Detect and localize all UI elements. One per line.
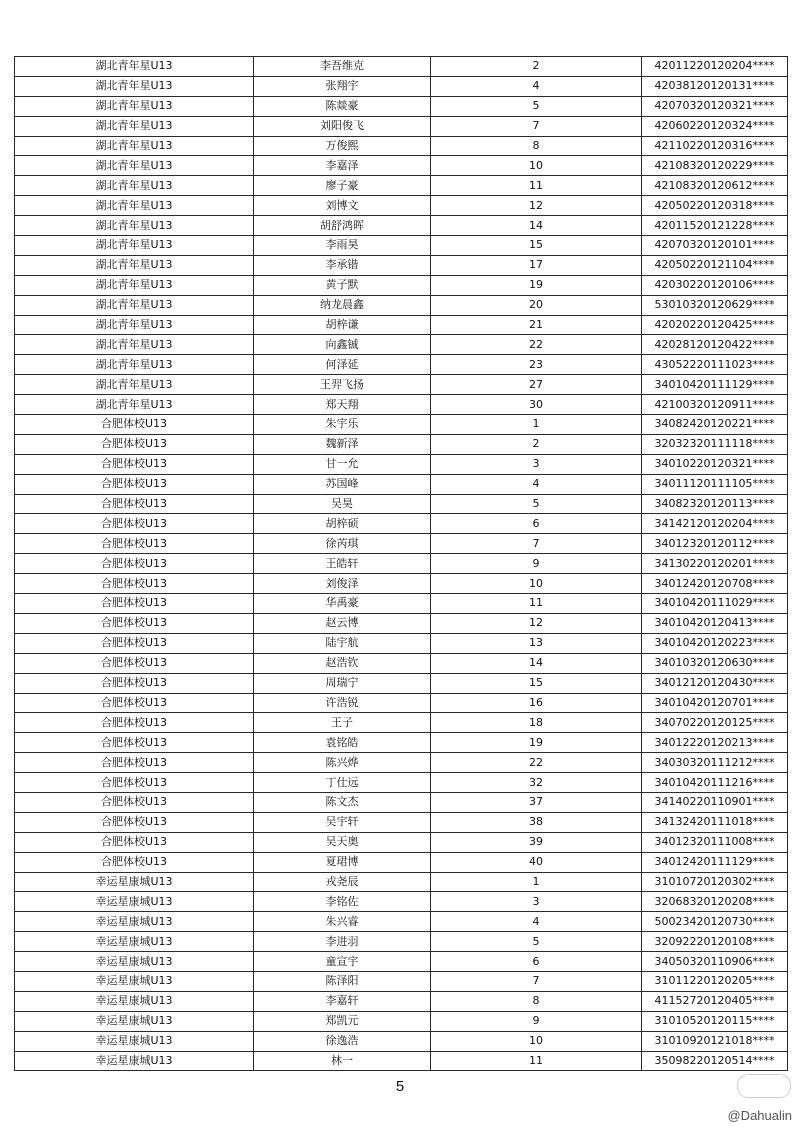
player-name-cell: 李承锴 (254, 255, 431, 275)
jersey-number-cell: 4 (431, 912, 642, 932)
team-cell: 湖北青年星U13 (15, 96, 254, 116)
player-name-cell: 王子 (254, 713, 431, 733)
table-row (15, 255, 788, 275)
jersey-number-cell: 30 (431, 395, 642, 415)
watermark-handle: @Dahualin (727, 1108, 792, 1123)
team-cell: 合肥体校U13 (15, 773, 254, 793)
id-number-cell: 42050220121104**** (642, 255, 788, 275)
team-cell: 湖北青年星U13 (15, 176, 254, 196)
table-row (15, 653, 788, 673)
team-cell: 合肥体校U13 (15, 693, 254, 713)
jersey-number-cell: 5 (431, 96, 642, 116)
table-row (15, 434, 788, 454)
table-row (15, 275, 788, 295)
jersey-number-cell: 27 (431, 375, 642, 395)
table-row (15, 116, 788, 136)
id-number-cell: 34082420120221**** (642, 415, 788, 435)
jersey-number-cell: 19 (431, 275, 642, 295)
table-row (15, 156, 788, 176)
table-row (15, 733, 788, 753)
jersey-number-cell: 7 (431, 116, 642, 136)
table-row (15, 971, 788, 991)
team-cell: 合肥体校U13 (15, 494, 254, 514)
table-row (15, 295, 788, 315)
player-name-cell: 徐芮琪 (254, 534, 431, 554)
table-row (15, 832, 788, 852)
jersey-number-cell: 9 (431, 1011, 642, 1031)
id-number-cell: 34010220120321**** (642, 454, 788, 474)
table-row (15, 932, 788, 952)
id-number-cell: 42020220120425**** (642, 315, 788, 335)
table-row (15, 852, 788, 872)
jersey-number-cell: 1 (431, 415, 642, 435)
id-number-cell: 34012320120112**** (642, 534, 788, 554)
team-cell: 湖北青年星U13 (15, 335, 254, 355)
jersey-number-cell: 10 (431, 574, 642, 594)
jersey-number-cell: 6 (431, 952, 642, 972)
jersey-number-cell: 40 (431, 852, 642, 872)
player-name-cell: 胡梓谦 (254, 315, 431, 335)
table-row (15, 574, 788, 594)
table-row (15, 474, 788, 494)
player-name-cell: 周瑞宁 (254, 673, 431, 693)
jersey-number-cell: 17 (431, 255, 642, 275)
jersey-number-cell: 9 (431, 554, 642, 574)
team-cell: 幸运星康城U13 (15, 991, 254, 1011)
jersey-number-cell: 3 (431, 892, 642, 912)
id-number-cell: 34132420111018**** (642, 812, 788, 832)
jersey-number-cell: 13 (431, 633, 642, 653)
table-row (15, 952, 788, 972)
jersey-number-cell: 8 (431, 136, 642, 156)
team-cell: 合肥体校U13 (15, 713, 254, 733)
table-row (15, 812, 788, 832)
id-number-cell: 34012420111129**** (642, 852, 788, 872)
table-row (15, 1011, 788, 1031)
table-row (15, 96, 788, 116)
team-cell: 幸运星康城U13 (15, 1031, 254, 1051)
team-cell: 合肥体校U13 (15, 415, 254, 435)
player-name-cell: 廖子豪 (254, 176, 431, 196)
table-row (15, 673, 788, 693)
weibo-watermark-logo (737, 1074, 791, 1098)
table-row (15, 415, 788, 435)
jersey-number-cell: 14 (431, 653, 642, 673)
table-row (15, 912, 788, 932)
id-number-cell: 35098220120514**** (642, 1051, 788, 1071)
team-cell: 湖北青年星U13 (15, 295, 254, 315)
id-number-cell: 31011220120205**** (642, 971, 788, 991)
id-number-cell: 42030220120106**** (642, 275, 788, 295)
team-cell: 湖北青年星U13 (15, 355, 254, 375)
table-row (15, 176, 788, 196)
jersey-number-cell: 11 (431, 176, 642, 196)
team-cell: 合肥体校U13 (15, 454, 254, 474)
player-name-cell: 王皓轩 (254, 554, 431, 574)
id-number-cell: 34010420120413**** (642, 613, 788, 633)
id-number-cell: 42038120120131**** (642, 76, 788, 96)
player-name-cell: 魏新泽 (254, 434, 431, 454)
player-name-cell: 刘阳俊飞 (254, 116, 431, 136)
table-row (15, 335, 788, 355)
player-name-cell: 丁仕远 (254, 773, 431, 793)
table-row (15, 494, 788, 514)
player-name-cell: 胡梓硕 (254, 514, 431, 534)
player-name-cell: 郑凯元 (254, 1011, 431, 1031)
player-name-cell: 许浩锐 (254, 693, 431, 713)
team-cell: 合肥体校U13 (15, 534, 254, 554)
jersey-number-cell: 22 (431, 753, 642, 773)
player-name-cell: 林一 (254, 1051, 431, 1071)
id-number-cell: 42110220120316**** (642, 136, 788, 156)
jersey-number-cell: 12 (431, 196, 642, 216)
page-number: 5 (395, 1078, 405, 1095)
player-name-cell: 袁铭皓 (254, 733, 431, 753)
id-number-cell: 42050220120318**** (642, 196, 788, 216)
id-number-cell: 42108320120612**** (642, 176, 788, 196)
player-name-cell: 夏珺博 (254, 852, 431, 872)
jersey-number-cell: 15 (431, 236, 642, 256)
id-number-cell: 43052220111023**** (642, 355, 788, 375)
table-row (15, 236, 788, 256)
jersey-number-cell: 2 (431, 57, 642, 77)
jersey-number-cell: 32 (431, 773, 642, 793)
id-number-cell: 34050320110906**** (642, 952, 788, 972)
player-name-cell: 李吾维克 (254, 57, 431, 77)
player-name-cell: 纳龙晨鑫 (254, 295, 431, 315)
player-name-cell: 苏国峰 (254, 474, 431, 494)
jersey-number-cell: 20 (431, 295, 642, 315)
player-name-cell: 赵云博 (254, 613, 431, 633)
team-cell: 幸运星康城U13 (15, 912, 254, 932)
id-number-cell: 42070320120101**** (642, 236, 788, 256)
team-cell: 合肥体校U13 (15, 653, 254, 673)
jersey-number-cell: 11 (431, 594, 642, 614)
table-row (15, 792, 788, 812)
player-name-cell: 吴宇轩 (254, 812, 431, 832)
player-name-cell: 吴天奥 (254, 832, 431, 852)
table-row (15, 1031, 788, 1051)
id-number-cell: 34010420120223**** (642, 633, 788, 653)
jersey-number-cell: 10 (431, 1031, 642, 1051)
team-cell: 湖北青年星U13 (15, 136, 254, 156)
table-row (15, 594, 788, 614)
player-name-cell: 胡舒鸿晖 (254, 216, 431, 236)
player-name-cell: 华禹豪 (254, 594, 431, 614)
table-row (15, 693, 788, 713)
team-cell: 湖北青年星U13 (15, 156, 254, 176)
table-row (15, 136, 788, 156)
team-cell: 湖北青年星U13 (15, 57, 254, 77)
player-name-cell: 李雨昊 (254, 236, 431, 256)
team-cell: 合肥体校U13 (15, 633, 254, 653)
jersey-number-cell: 14 (431, 216, 642, 236)
table-row (15, 395, 788, 415)
id-number-cell: 32092220120108**** (642, 932, 788, 952)
team-cell: 湖北青年星U13 (15, 216, 254, 236)
team-cell: 合肥体校U13 (15, 554, 254, 574)
team-cell: 湖北青年星U13 (15, 375, 254, 395)
id-number-cell: 34130220120201**** (642, 554, 788, 574)
id-number-cell: 34010320120630**** (642, 653, 788, 673)
id-number-cell: 32032320111118**** (642, 434, 788, 454)
team-cell: 湖北青年星U13 (15, 116, 254, 136)
jersey-number-cell: 10 (431, 156, 642, 176)
table-row (15, 454, 788, 474)
team-cell: 幸运星康城U13 (15, 932, 254, 952)
team-cell: 合肥体校U13 (15, 812, 254, 832)
player-name-cell: 刘博文 (254, 196, 431, 216)
jersey-number-cell: 12 (431, 613, 642, 633)
team-cell: 合肥体校U13 (15, 733, 254, 753)
team-cell: 合肥体校U13 (15, 792, 254, 812)
table-row (15, 315, 788, 335)
id-number-cell: 34070220120125**** (642, 713, 788, 733)
jersey-number-cell: 3 (431, 454, 642, 474)
id-number-cell: 34082320120113**** (642, 494, 788, 514)
table-row (15, 375, 788, 395)
jersey-number-cell: 18 (431, 713, 642, 733)
player-name-cell: 朱兴睿 (254, 912, 431, 932)
jersey-number-cell: 5 (431, 932, 642, 952)
id-number-cell: 34010420111029**** (642, 594, 788, 614)
id-number-cell: 34011120111105**** (642, 474, 788, 494)
id-number-cell: 42028120120422**** (642, 335, 788, 355)
player-name-cell: 童宣宇 (254, 952, 431, 972)
id-number-cell: 41152720120405**** (642, 991, 788, 1011)
jersey-number-cell: 4 (431, 76, 642, 96)
jersey-number-cell: 22 (431, 335, 642, 355)
table-row (15, 872, 788, 892)
team-cell: 合肥体校U13 (15, 753, 254, 773)
team-cell: 幸运星康城U13 (15, 872, 254, 892)
table-row (15, 633, 788, 653)
id-number-cell: 34012220120213**** (642, 733, 788, 753)
id-number-cell: 31010520120115**** (642, 1011, 788, 1031)
id-number-cell: 31010720120302**** (642, 872, 788, 892)
player-name-cell: 赵浩钦 (254, 653, 431, 673)
table-row (15, 76, 788, 96)
jersey-number-cell: 23 (431, 355, 642, 375)
id-number-cell: 50023420120730**** (642, 912, 788, 932)
team-cell: 幸运星康城U13 (15, 892, 254, 912)
id-number-cell: 34140220110901**** (642, 792, 788, 812)
jersey-number-cell: 38 (431, 812, 642, 832)
team-cell: 湖北青年星U13 (15, 255, 254, 275)
table-row (15, 57, 788, 77)
id-number-cell: 34142120120204**** (642, 514, 788, 534)
roster-table (14, 56, 788, 1071)
player-name-cell: 李进羽 (254, 932, 431, 952)
player-name-cell: 陈文杰 (254, 792, 431, 812)
table-row (15, 514, 788, 534)
team-cell: 合肥体校U13 (15, 514, 254, 534)
jersey-number-cell: 5 (431, 494, 642, 514)
table-row (15, 534, 788, 554)
player-name-cell: 甘一允 (254, 454, 431, 474)
jersey-number-cell: 16 (431, 693, 642, 713)
id-number-cell: 32068320120208**** (642, 892, 788, 912)
player-name-cell: 郑天翔 (254, 395, 431, 415)
player-name-cell: 向鑫铖 (254, 335, 431, 355)
player-name-cell: 李嘉泽 (254, 156, 431, 176)
table-row (15, 991, 788, 1011)
player-name-cell: 李嘉轩 (254, 991, 431, 1011)
team-cell: 幸运星康城U13 (15, 1051, 254, 1071)
team-cell: 湖北青年星U13 (15, 315, 254, 335)
team-cell: 合肥体校U13 (15, 852, 254, 872)
jersey-number-cell: 15 (431, 673, 642, 693)
player-name-cell: 李铭佐 (254, 892, 431, 912)
id-number-cell: 34030320111212**** (642, 753, 788, 773)
id-number-cell: 42100320120911**** (642, 395, 788, 415)
jersey-number-cell: 19 (431, 733, 642, 753)
team-cell: 合肥体校U13 (15, 574, 254, 594)
jersey-number-cell: 39 (431, 832, 642, 852)
jersey-number-cell: 1 (431, 872, 642, 892)
jersey-number-cell: 8 (431, 991, 642, 1011)
player-name-cell: 戎尧辰 (254, 872, 431, 892)
player-name-cell: 陈兴烨 (254, 753, 431, 773)
id-number-cell: 53010320120629**** (642, 295, 788, 315)
jersey-number-cell: 7 (431, 971, 642, 991)
id-number-cell: 31010920121018**** (642, 1031, 788, 1051)
table-row (15, 613, 788, 633)
id-number-cell: 42011520121228**** (642, 216, 788, 236)
table-row (15, 196, 788, 216)
player-name-cell: 陈泽阳 (254, 971, 431, 991)
jersey-number-cell: 11 (431, 1051, 642, 1071)
id-number-cell: 34010420111129**** (642, 375, 788, 395)
team-cell: 湖北青年星U13 (15, 76, 254, 96)
player-name-cell: 黄子默 (254, 275, 431, 295)
id-number-cell: 42070320120321**** (642, 96, 788, 116)
team-cell: 幸运星康城U13 (15, 971, 254, 991)
id-number-cell: 42108320120229**** (642, 156, 788, 176)
jersey-number-cell: 4 (431, 474, 642, 494)
player-name-cell: 刘俊泽 (254, 574, 431, 594)
player-name-cell: 陆宇航 (254, 633, 431, 653)
player-name-cell: 徐逸浩 (254, 1031, 431, 1051)
id-number-cell: 42060220120324**** (642, 116, 788, 136)
table-row (15, 892, 788, 912)
table-row (15, 216, 788, 236)
team-cell: 合肥体校U13 (15, 594, 254, 614)
table-row (15, 355, 788, 375)
table-row (15, 1051, 788, 1071)
roster-table-body (15, 57, 788, 1071)
jersey-number-cell: 21 (431, 315, 642, 335)
id-number-cell: 34012120120430**** (642, 673, 788, 693)
id-number-cell: 34010420111216**** (642, 773, 788, 793)
team-cell: 湖北青年星U13 (15, 236, 254, 256)
jersey-number-cell: 37 (431, 792, 642, 812)
player-name-cell: 王羿飞扬 (254, 375, 431, 395)
player-name-cell: 朱宇乐 (254, 415, 431, 435)
player-name-cell: 万俊熙 (254, 136, 431, 156)
jersey-number-cell: 6 (431, 514, 642, 534)
team-cell: 幸运星康城U13 (15, 952, 254, 972)
team-cell: 合肥体校U13 (15, 474, 254, 494)
id-number-cell: 34012420120708**** (642, 574, 788, 594)
jersey-number-cell: 2 (431, 434, 642, 454)
table-row (15, 753, 788, 773)
table-row (15, 554, 788, 574)
table-row (15, 713, 788, 733)
table-row (15, 773, 788, 793)
id-number-cell: 42011220120204**** (642, 57, 788, 77)
player-name-cell: 陈燚豪 (254, 96, 431, 116)
id-number-cell: 34012320111008**** (642, 832, 788, 852)
team-cell: 合肥体校U13 (15, 673, 254, 693)
player-name-cell: 张翔宇 (254, 76, 431, 96)
player-name-cell: 何泽延 (254, 355, 431, 375)
team-cell: 合肥体校U13 (15, 832, 254, 852)
team-cell: 合肥体校U13 (15, 434, 254, 454)
jersey-number-cell: 7 (431, 534, 642, 554)
team-cell: 湖北青年星U13 (15, 196, 254, 216)
player-name-cell: 吴昊 (254, 494, 431, 514)
team-cell: 湖北青年星U13 (15, 275, 254, 295)
id-number-cell: 34010420120701**** (642, 693, 788, 713)
team-cell: 湖北青年星U13 (15, 395, 254, 415)
team-cell: 幸运星康城U13 (15, 1011, 254, 1031)
team-cell: 合肥体校U13 (15, 613, 254, 633)
